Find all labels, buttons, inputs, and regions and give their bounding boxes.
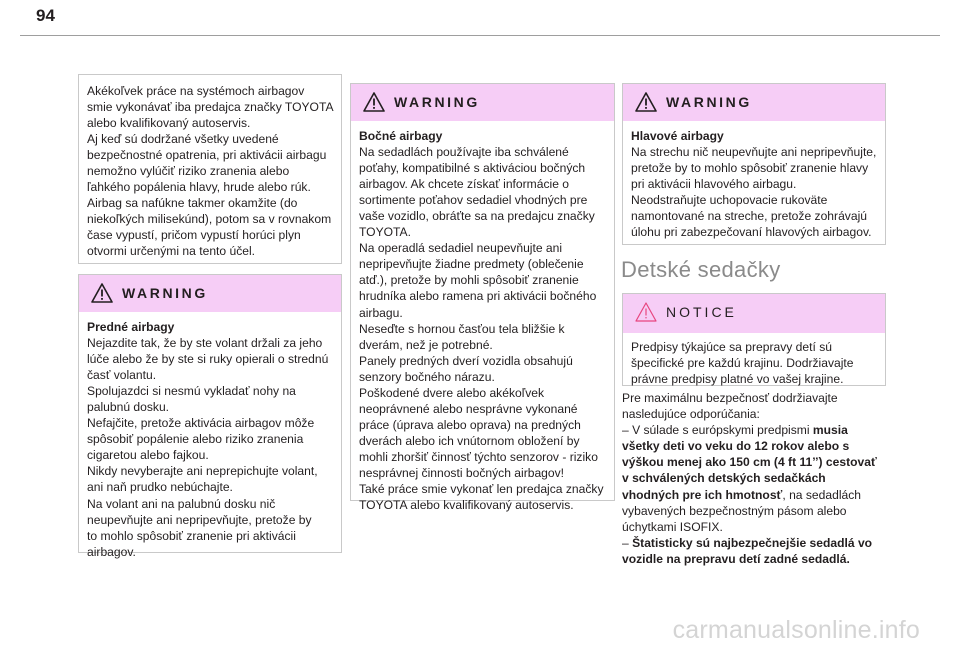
text-line: vybavených bezpečnostným pásom alebo	[622, 503, 847, 518]
page-number: 94	[36, 6, 55, 25]
notice-label: NOTICE	[666, 304, 737, 320]
warning-triangle-icon	[635, 92, 657, 112]
text-line: lúče alebo že by ste si ruky opierali o strednú	[87, 352, 329, 367]
list-item-text: , na sedadlách	[782, 487, 862, 502]
text-line: nemožno vylúčiť riziko zranenia alebo	[87, 164, 290, 179]
emphasis-text: Štatisticky sú najbezpečnejšie sedadlá vo	[632, 535, 873, 550]
text-line: nepripevňujte žiadne predmety (oblečenie	[359, 257, 584, 272]
text-line: TOYOTA.	[359, 225, 411, 240]
emphasis-text: všetky deti vo veku do 12 rokov alebo s	[622, 439, 850, 454]
text-line: pri aktivácii hlavového airbagu.	[631, 177, 797, 192]
text-line: mohli zhoršiť činnosť týchto senzorov - riziko	[359, 449, 598, 464]
text-line: Predpisy týkajúce sa prepravy detí sú	[631, 340, 832, 354]
text-line: smie vykonávať iba predajca značky TOYOTA	[87, 100, 334, 115]
text-line: vaše vozidlo, obráťte sa na predajcu značky	[359, 209, 595, 224]
warning-label: WARNING	[666, 94, 752, 110]
text-line: nesprávnej činnosti bočných airbagov!	[359, 465, 565, 480]
text-line	[622, 487, 892, 503]
text-line	[622, 422, 892, 438]
text-line: Akékoľvek práce na systémoch airbagov	[87, 84, 305, 98]
list-item-text: –	[622, 535, 633, 550]
text-line: poťahy, kompatibilné s aktiváciou bočných	[359, 161, 586, 176]
text-line	[622, 535, 892, 551]
text-line: sortimente poťahov sedadiel vhodných pre	[359, 193, 588, 208]
text-line: Nefajčite, pretože aktivácia airbagov môže	[87, 416, 315, 431]
text-line: airbagov.	[87, 544, 136, 559]
text-line: Na volant ani na palubnú dosku nič	[87, 496, 276, 511]
text-line: airbagov. Ak chcete získať informácie o	[359, 177, 570, 192]
text-line: Nikdy nevyberajte ani neprepichujte volant,	[87, 464, 318, 479]
text-line: Panely predných dverí vozidla obsahujú	[359, 353, 573, 368]
text-line: nasledujúce odporúčania:	[622, 407, 760, 422]
warning-heading: Hlavové airbagy	[631, 129, 724, 143]
warning-header	[79, 275, 341, 312]
text-line: niekoľkých milisekúnd), potom sa v rovnakom	[87, 212, 332, 227]
text-line: otvormi určenými na tento účel.	[87, 244, 256, 259]
text-line: špecifické pre každú krajinu. Dodržiavajte	[631, 356, 854, 371]
emphasis-text: musia	[812, 423, 848, 438]
text-line: hrudníka alebo ramena pri aktivácii bočného	[359, 289, 597, 304]
text-line: Spolujazdci si nesmú vykladať nohy na	[87, 384, 296, 399]
warning-triangle-icon	[363, 92, 385, 112]
emphasis-text: v schválených detských sedačkách	[622, 471, 826, 486]
text-line: dverách alebo ich vnútornom obložení by	[359, 433, 580, 448]
text-line: neupevňujte ani nepripevňujte, pretože by	[87, 512, 312, 527]
notice-header	[623, 294, 885, 333]
top-divider	[20, 35, 940, 36]
warning-heading: Predné airbagy	[87, 320, 175, 334]
text-line: právne predpisy platné vo vašej krajine.	[631, 372, 844, 387]
warning-head-airbags	[622, 83, 886, 245]
warning-triangle-icon	[91, 283, 113, 303]
list-item-text: – V súlade s európskymi predpismi	[622, 423, 813, 438]
text-line: atď.), pretože by mohli spôsobiť zranenie	[359, 273, 579, 288]
text-line: bezpečnostné opatrenia, pri aktivácii airbagu	[87, 148, 327, 163]
emphasis-text: výškou menej ako 150 cm (4 ft 11’’) cestovať	[622, 455, 877, 470]
text-line: to mohlo spôsobiť zranenie pri aktivácii	[87, 528, 296, 543]
warning-label: WARNING	[394, 94, 480, 110]
warning-header	[623, 84, 885, 121]
text-line: úchytkami ISOFIX.	[622, 519, 723, 534]
text-line: Poškodené dvere alebo akékoľvek	[359, 385, 545, 400]
text-line: spôsobiť popálenie alebo riziko zranenia	[87, 432, 304, 447]
warning-front-airbags	[78, 274, 342, 559]
warning-heading: Bočné airbagy	[359, 129, 443, 143]
text-line: Neseďte s hornou časťou tela bližšie k	[359, 321, 565, 336]
airbag-service-box	[78, 74, 342, 264]
text-line: úlohu pri zabezpečovaní hlavových airbagov.	[631, 225, 872, 240]
text-line: Nejazdite tak, že by ste volant držali za jeho	[87, 336, 323, 351]
text-line: Také práce smie vykonať len predajca značky	[359, 482, 604, 497]
text-line: Pre maximálnu bezpečnosť dodržiavajte	[622, 391, 838, 405]
warning-side-airbags	[350, 83, 615, 513]
section-title: Detské sedačky	[621, 257, 781, 282]
text-line: ani naň prudko nebúchajte.	[87, 480, 233, 495]
text-line: Na sedadlách používajte iba schválené	[359, 145, 569, 160]
text-line: cigaretou alebo fajkou.	[87, 448, 209, 463]
text-line: namontované na streche, pretože zohrávajú	[631, 209, 867, 224]
text-line: palubnú dosku.	[87, 400, 170, 415]
text-line: pretože by to mohlo spôsobiť zranenie hlavy	[631, 161, 869, 176]
text-line: dverám, než je potrebné.	[359, 337, 493, 352]
text-line: airbagu.	[359, 305, 403, 320]
text-line: ľahkého popálenia hlavy, hrude alebo rúk.	[87, 180, 311, 195]
watermark: carmanualsonline.info	[672, 616, 920, 644]
text-line: Na operadlá sedadiel neupevňujte ani	[359, 241, 563, 256]
notice-box	[622, 293, 886, 386]
warning-label: WARNING	[122, 285, 208, 301]
child-seat-recommendations	[622, 390, 892, 567]
text-line: Neodstraňujte uchopovacie rukoväte	[631, 193, 828, 208]
text-line: Airbag sa nafúkne takmer okamžite (do	[87, 196, 298, 211]
text-line: práce (úprava alebo oprava) na predných	[359, 417, 581, 432]
text-line: časť volantu.	[87, 368, 157, 383]
text-line: neoprávnené alebo nesprávne vykonané	[359, 401, 578, 416]
text-line: Na strechu nič neupevňujte ani nepripevňujte,	[631, 145, 877, 160]
text-line: čase vypustí, pričom vypustí horúci plyn	[87, 228, 301, 243]
notice-triangle-icon	[635, 302, 657, 322]
text-line: alebo kvalifikovaný autoservis.	[87, 116, 251, 131]
text-line: TOYOTA alebo kvalifikovaný autoservis.	[359, 498, 574, 513]
warning-header	[351, 84, 614, 121]
text-line: Aj keď sú dodržané všetky uvedené	[87, 132, 279, 147]
text-line: senzory bočného nárazu.	[359, 369, 495, 384]
emphasis-text: vozidle na prepravu detí zadné sedadlá.	[622, 551, 850, 566]
emphasis-text: vhodných pre ich hmotnosť	[622, 487, 783, 502]
